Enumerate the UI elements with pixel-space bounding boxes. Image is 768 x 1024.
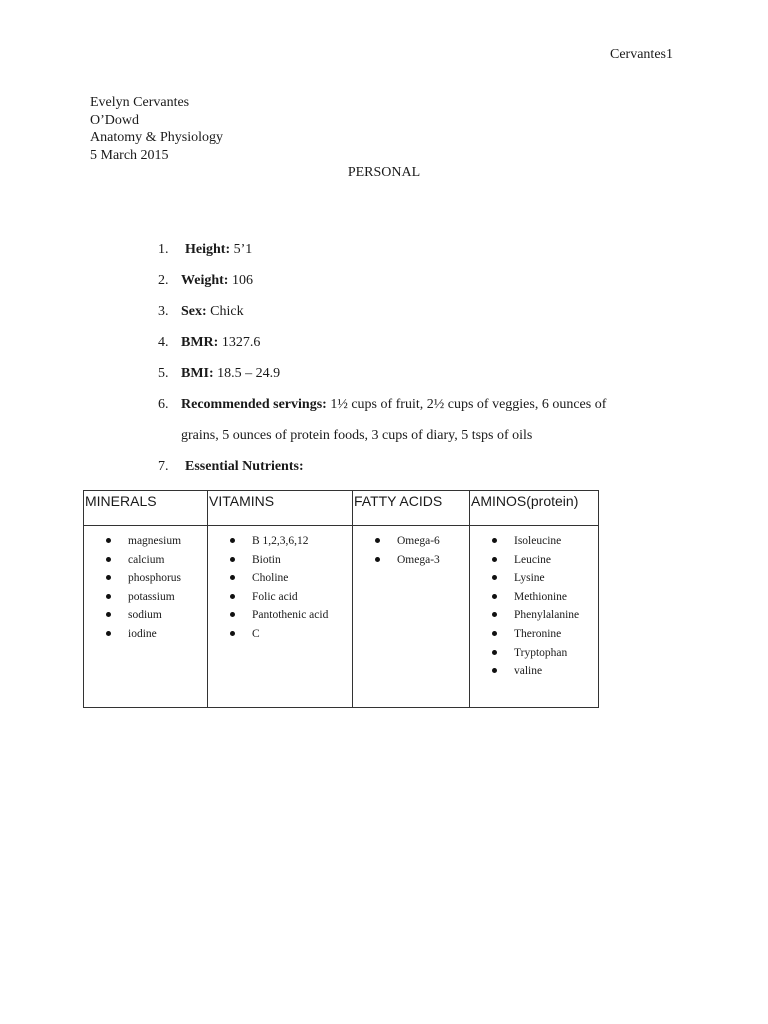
header-aminos: AMINOS(protein) — [470, 491, 599, 526]
list-item: Tryptophan — [490, 644, 598, 663]
list-item: potassium — [104, 588, 207, 607]
list-item: Folic acid — [228, 588, 352, 607]
minerals-list — [84, 532, 207, 644]
teacher-name: O’Dowd — [90, 112, 139, 128]
aminos-list — [470, 532, 598, 681]
list-item: phosphorus — [104, 569, 207, 588]
list-item: calcium — [104, 551, 207, 570]
list-label: BMI: — [181, 366, 214, 381]
list-item-weight — [158, 273, 253, 289]
list-value: 1327.6 — [218, 335, 261, 350]
list-value: 106 — [228, 273, 253, 288]
list-label: Essential Nutrients: — [185, 459, 304, 474]
list-item-essential-nutrients — [158, 459, 304, 475]
list-number: 2. — [158, 273, 169, 288]
document-title: PERSONAL — [347, 165, 421, 180]
list-number: 7. — [158, 459, 169, 474]
list-value: 18.5 – 24.9 — [213, 366, 281, 381]
list-number: 6. — [158, 397, 169, 412]
student-name: Evelyn Cervantes — [90, 95, 190, 110]
list-item-bmr — [158, 335, 260, 351]
table-body-row — [84, 526, 599, 708]
list-item: Phenylalanine — [490, 606, 598, 625]
list-item: iodine — [104, 625, 207, 644]
list-label: Recommended servings: — [181, 397, 327, 412]
list-item-sex — [158, 304, 244, 320]
page-header-label: Cervantes1 — [610, 47, 673, 62]
fatty-acids-list — [353, 532, 469, 569]
list-item-recommended-servings — [158, 397, 606, 413]
list-label: BMR: — [181, 335, 219, 350]
header-vitamins: VITAMINS — [208, 491, 353, 526]
list-item: Theronine — [490, 625, 598, 644]
vitamins-list — [208, 532, 352, 644]
minerals-cell — [84, 526, 208, 708]
list-item-bmi — [158, 366, 280, 382]
list-item: B 1,2,3,6,12 — [228, 532, 352, 551]
list-item: Leucine — [490, 551, 598, 570]
list-value: 1½ cups of fruit, 2½ cups of veggies, 6 ounces of — [326, 397, 607, 412]
list-value: 5’1 — [230, 242, 253, 257]
header-fatty-acids: FATTY ACIDS — [353, 491, 470, 526]
list-item: Choline — [228, 569, 352, 588]
list-value: Chick — [206, 304, 244, 319]
mla-heading — [90, 94, 223, 164]
list-item: Methionine — [490, 588, 598, 607]
list-label: Weight: — [181, 273, 229, 288]
essential-nutrients-table — [83, 490, 599, 708]
list-item: magnesium — [104, 532, 207, 551]
list-item: Omega-6 — [373, 532, 469, 551]
list-number: 5. — [158, 366, 169, 381]
vitamins-cell — [208, 526, 353, 708]
list-item: Omega-3 — [373, 551, 469, 570]
course-name: Anatomy & Physiology — [90, 130, 224, 145]
list-label: Sex: — [181, 304, 207, 319]
aminos-cell — [470, 526, 599, 708]
table-header-row — [84, 491, 599, 526]
list-item: Biotin — [228, 551, 352, 570]
list-item: Pantothenic acid — [228, 606, 352, 625]
fatty-acids-cell — [353, 526, 470, 708]
list-item: Isoleucine — [490, 532, 598, 551]
list-item: sodium — [104, 606, 207, 625]
list-label: Height: — [185, 242, 231, 257]
list-item: C — [228, 625, 352, 644]
list-number: 3. — [158, 304, 169, 319]
list-item: Lysine — [490, 569, 598, 588]
list-item-continuation: grains, 5 ounces of protein foods, 3 cups of diary, 5 tsps of oils — [181, 428, 533, 443]
list-number: 4. — [158, 335, 169, 350]
document-date: 5 March 2015 — [90, 147, 169, 163]
list-item: valine — [490, 662, 598, 681]
list-item-height — [158, 242, 252, 258]
header-minerals: MINERALS — [84, 491, 208, 526]
list-number: 1. — [158, 242, 169, 257]
